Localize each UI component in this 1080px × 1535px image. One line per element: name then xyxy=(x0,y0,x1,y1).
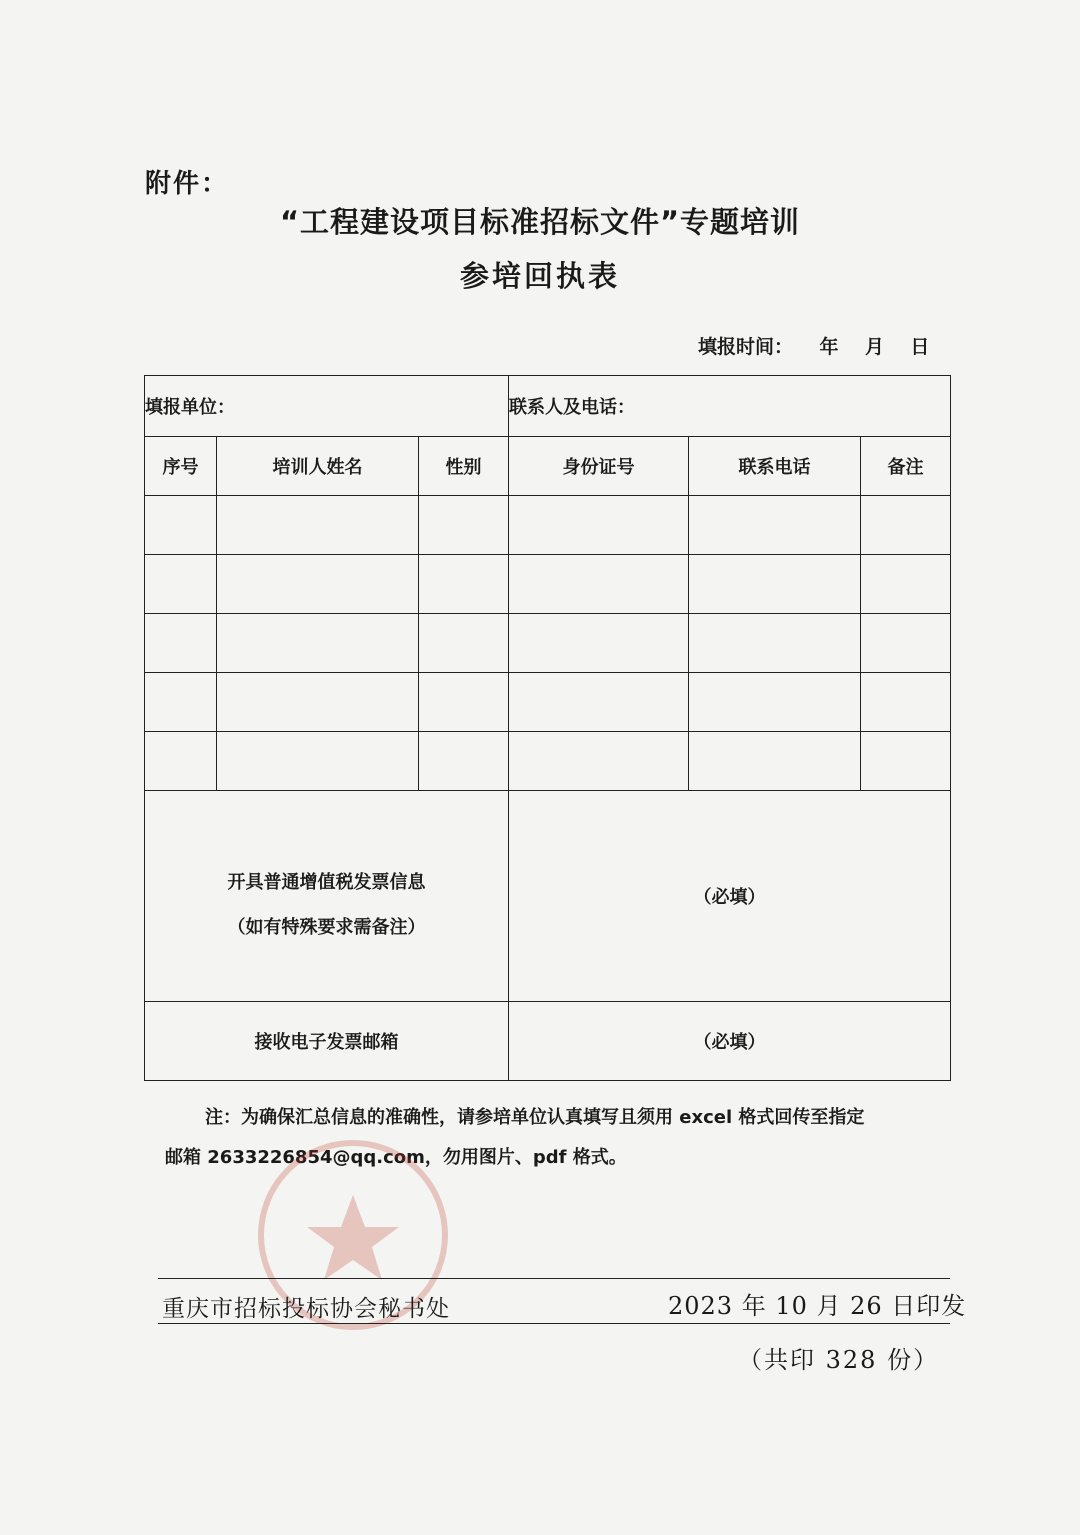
cell-serial[interactable] xyxy=(145,673,217,732)
cell-remarks[interactable] xyxy=(861,732,951,791)
cell-gender[interactable] xyxy=(419,614,509,673)
fill-date-label: 填报时间： xyxy=(698,336,794,358)
unit-field[interactable] xyxy=(145,376,509,437)
cell-serial[interactable] xyxy=(145,496,217,555)
column-header-gender: 性别 xyxy=(419,437,509,496)
email-label-cell xyxy=(145,1002,509,1081)
column-header-id-number: 身份证号 xyxy=(509,437,689,496)
cell-phone[interactable] xyxy=(689,673,861,732)
cell-gender[interactable] xyxy=(419,496,509,555)
cell-gender[interactable] xyxy=(419,673,509,732)
cell-id-number[interactable] xyxy=(509,673,689,732)
registration-form-table xyxy=(144,375,951,1081)
cell-gender[interactable] xyxy=(419,555,509,614)
table-row xyxy=(145,496,951,555)
cell-phone[interactable] xyxy=(689,732,861,791)
unit-row xyxy=(145,376,951,437)
cell-remarks[interactable] xyxy=(861,673,951,732)
table-row xyxy=(145,555,951,614)
issuer-name: 重庆市招标投标协会秘书处 xyxy=(162,1296,450,1322)
cell-name[interactable] xyxy=(217,496,419,555)
document-subtitle: 参培回执表 xyxy=(459,259,620,293)
print-copies: （共印 328 份） xyxy=(738,1346,940,1374)
table-row xyxy=(145,732,951,791)
column-header-name: 培训人姓名 xyxy=(217,437,419,496)
cell-phone[interactable] xyxy=(689,496,861,555)
cell-phone[interactable] xyxy=(689,555,861,614)
table-header-row xyxy=(145,437,951,496)
cell-name[interactable] xyxy=(217,732,419,791)
cell-id-number[interactable] xyxy=(509,555,689,614)
cell-remarks[interactable] xyxy=(861,496,951,555)
invoice-label: 开具普通增值税发票信息 xyxy=(227,872,426,893)
invoice-required-hint: （必填） xyxy=(693,887,766,908)
cell-remarks[interactable] xyxy=(861,614,951,673)
unit-label: 填报单位： xyxy=(145,397,235,418)
cell-serial[interactable] xyxy=(145,555,217,614)
fill-date xyxy=(698,332,929,359)
cell-serial[interactable] xyxy=(145,614,217,673)
cell-gender[interactable] xyxy=(419,732,509,791)
fill-date-value: 年 月 日 xyxy=(819,336,930,358)
footer-divider-bottom xyxy=(158,1323,950,1324)
note-line2: 邮箱 2633226854@qq.com，勿用图片、pdf 格式。 xyxy=(165,1147,627,1168)
contact-label: 联系人及电话： xyxy=(509,397,636,418)
cell-name[interactable] xyxy=(217,614,419,673)
note-line1: 注：为确保汇总信息的准确性，请参培单位认真填写且须用 excel 格式回传至指定 xyxy=(205,1107,865,1128)
cell-name[interactable] xyxy=(217,555,419,614)
email-field[interactable] xyxy=(509,1002,951,1081)
table-row xyxy=(145,673,951,732)
column-header-phone: 联系电话 xyxy=(689,437,861,496)
invoice-row xyxy=(145,791,951,1002)
cell-id-number[interactable] xyxy=(509,496,689,555)
print-date: 2023 年 10 月 26 日印发 xyxy=(668,1292,967,1320)
table-row xyxy=(145,614,951,673)
column-header-remarks: 备注 xyxy=(861,437,951,496)
document-title: “工程建设项目标准招标文件”专题培训 xyxy=(279,205,801,239)
cell-remarks[interactable] xyxy=(861,555,951,614)
cell-name[interactable] xyxy=(217,673,419,732)
attachment-label: 附件： xyxy=(145,169,230,199)
invoice-label-cell xyxy=(145,791,509,1002)
cell-serial[interactable] xyxy=(145,732,217,791)
column-header-serial: 序号 xyxy=(145,437,217,496)
cell-id-number[interactable] xyxy=(509,614,689,673)
invoice-field[interactable] xyxy=(509,791,951,1002)
email-row xyxy=(145,1002,951,1081)
contact-field[interactable] xyxy=(509,376,951,437)
footer-divider-top xyxy=(158,1278,950,1279)
email-label: 接收电子发票邮箱 xyxy=(254,1032,399,1053)
email-required-hint: （必填） xyxy=(693,1032,766,1053)
cell-id-number[interactable] xyxy=(509,732,689,791)
cell-phone[interactable] xyxy=(689,614,861,673)
invoice-note: （如有特殊要求需备注） xyxy=(227,917,426,938)
